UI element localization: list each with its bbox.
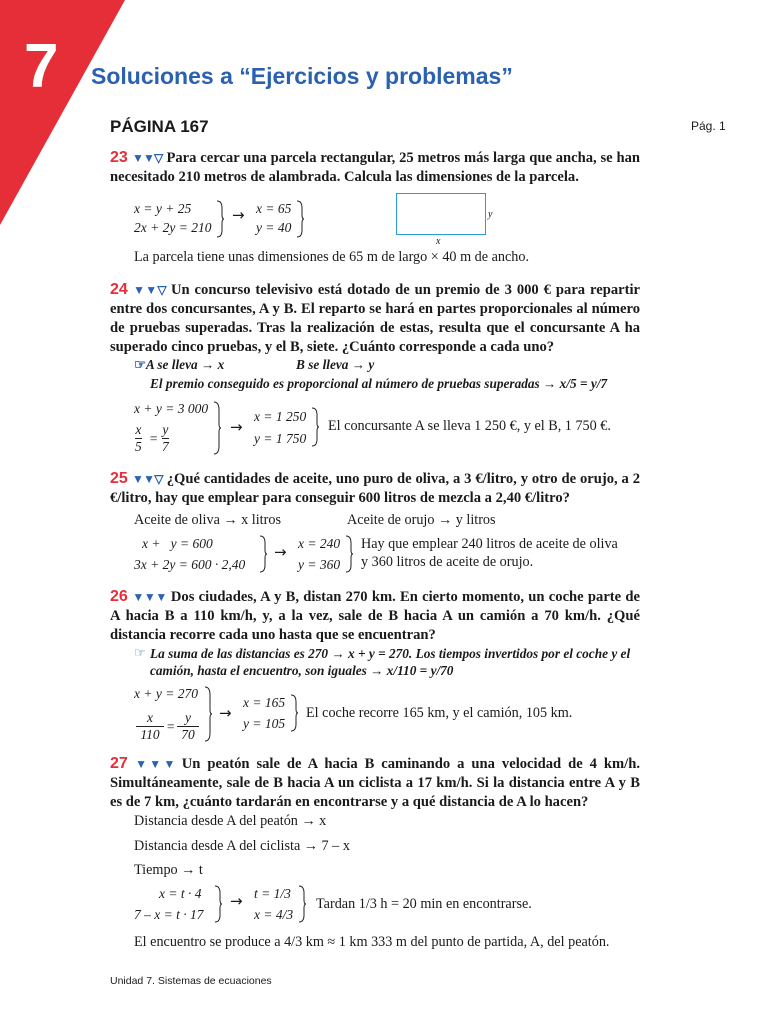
equation: x + y = 600 bbox=[142, 536, 213, 551]
right-brace bbox=[298, 885, 306, 923]
fraction: x 5 bbox=[135, 422, 142, 454]
solution: x = 4/3 bbox=[254, 907, 294, 922]
figure-label-y: y bbox=[488, 209, 493, 220]
fraction: y 7 bbox=[162, 422, 169, 454]
problem-27-statement bbox=[110, 754, 640, 812]
solution: y = 105 bbox=[243, 716, 286, 731]
problem-number: 27 bbox=[110, 755, 128, 772]
equation: 3x + 2y = 600 · 2,40 bbox=[134, 557, 246, 572]
footer-unit-label: Unidad 7. Sistemas de ecuaciones bbox=[110, 975, 272, 987]
answer: Hay que emplear 240 litros de aceite de oliva bbox=[361, 536, 618, 552]
pointing-hand-icon: ☞ bbox=[134, 645, 146, 660]
parcel-rectangle-figure bbox=[396, 193, 486, 235]
arrow-icon: → bbox=[274, 543, 287, 561]
difficulty-triangles-icon: ▼▼▼ bbox=[131, 757, 178, 771]
solution: y = 360 bbox=[298, 557, 341, 572]
problem-26-statement bbox=[110, 587, 640, 645]
answer: El coche recorre 165 km, y el camión, 105 km. bbox=[306, 705, 573, 721]
equals-sign: = bbox=[166, 719, 176, 734]
difficulty-triangles-icon: ▼▼▼ bbox=[131, 590, 167, 604]
arrow-icon: → bbox=[230, 892, 243, 910]
problem-number: 23 bbox=[110, 149, 128, 166]
solution: t = 1/3 bbox=[254, 886, 291, 901]
fraction: x 110 bbox=[136, 711, 164, 742]
problem-number: 25 bbox=[110, 470, 128, 487]
arrow-icon: → bbox=[230, 418, 243, 436]
right-brace bbox=[214, 885, 222, 923]
right-brace bbox=[290, 694, 298, 732]
chapter-corner-tab bbox=[0, 0, 125, 225]
problem-text: Dos ciudades, A y B, distan 270 km. En cierto momento, un coche parte de A hacia B a 110 km/h, y, a la vez, sale de B hacia A un camión a 70 km/h. ¿Qué distancia recorre cada uno hasta que se encuentran? bbox=[110, 589, 640, 643]
equation: x + y = 3 000 bbox=[134, 401, 209, 416]
solution: x = 240 bbox=[298, 536, 341, 551]
problem-text: Para cercar una parcela rectangular, 25 metros más larga que ancha, se han necesitado 210 metros de alambrada. Calcula las dimensiones de la parcela. bbox=[110, 150, 641, 185]
right-brace bbox=[213, 401, 221, 455]
variable-definition: Distancia desde A del peatón → x bbox=[134, 813, 327, 829]
hint-line: El premio conseguido es proporcional al número de pruebas superadas → x/5 = y/7 bbox=[150, 376, 608, 391]
final-answer: El encuentro se produce a 4/3 km ≈ 1 km 333 m del punto de partida, A, del peatón. bbox=[134, 934, 610, 950]
variable-definition: Tiempo → t bbox=[134, 862, 203, 878]
right-brace bbox=[216, 200, 224, 238]
difficulty-triangles-icon: ▼▼▽ bbox=[131, 283, 167, 297]
hint-text: La suma de las distancias es 270 → x + y = 270. Los tiempos invertidos por el coche y el camión, hasta el encuentro, son iguales → x/110 = y/70 bbox=[150, 646, 631, 678]
problem-24-statement bbox=[110, 280, 640, 357]
arrow-icon: → bbox=[232, 206, 245, 224]
variable-definition: Aceite de orujo → y litros bbox=[347, 512, 496, 528]
solution: y = 1 750 bbox=[254, 431, 307, 446]
difficulty-triangles-icon: ▼▼▽ bbox=[131, 151, 163, 165]
solution: x = 165 bbox=[243, 695, 286, 710]
answer: Tardan 1/3 h = 20 min en encontrarse. bbox=[316, 896, 532, 912]
problem-text: Un concurso televisivo está dotado de un premio de 3 000 € para repartir entre dos concursantes, A y B. El reparto se hará en partes proporcionales al número de pruebas superadas. Tras la realización de estas, resulta que el concursante A ha superado cinco pruebas, y el B, siete. ¿Cuánto corresponde a cada uno? bbox=[110, 282, 641, 355]
problem-text: Un peatón sale de A hacia B caminando a una velocidad de 4 km/h. Simultáneamente, sale de B hacia A un ciclista a 17 km/h. Si la distancia entre A y B es de 7 km, ¿cuánto tardarán en encontrarse y a qué distancia de A lo hacen? bbox=[110, 756, 640, 810]
equation: x = y + 25 bbox=[134, 201, 192, 216]
solution: y = 40 bbox=[256, 220, 292, 235]
problem-number: 24 bbox=[110, 281, 128, 298]
equation: x = t · 4 bbox=[159, 886, 202, 901]
arrow-icon: → bbox=[219, 704, 232, 722]
equals-sign: = bbox=[149, 431, 159, 446]
pointing-hand-icon: ☞ bbox=[134, 357, 146, 372]
answer: y 360 litros de aceite de orujo. bbox=[361, 554, 534, 570]
solution: x = 65 bbox=[256, 201, 292, 216]
variable-definition: Distancia desde A del ciclista → 7 – x bbox=[134, 838, 350, 854]
equation: x + y = 270 bbox=[134, 686, 198, 701]
problem-text: ¿Qué cantidades de aceite, uno puro de oliva, a 3 €/litro, y otro de orujo, a 2 €/litro, hay que emplear para conseguir 600 litros de mezcla a 2,40 €/litro? bbox=[110, 471, 641, 506]
fraction: y 70 bbox=[177, 711, 199, 742]
figure-label-x: x bbox=[436, 236, 441, 247]
equation: 2x + 2y = 210 bbox=[134, 220, 212, 235]
page-number: Pág. 1 bbox=[691, 119, 726, 133]
chapter-number: 7 bbox=[24, 32, 59, 101]
right-brace bbox=[204, 686, 212, 742]
problem-25-statement bbox=[110, 469, 640, 508]
problem-number: 26 bbox=[110, 588, 128, 605]
answer: El concursante A se lleva 1 250 €, y el B, 1 750 €. bbox=[328, 418, 611, 434]
right-brace bbox=[296, 200, 304, 238]
right-brace bbox=[259, 535, 267, 573]
solution: x = 1 250 bbox=[254, 409, 307, 424]
section-heading: PÁGINA 167 bbox=[110, 117, 209, 136]
equation: 7 – x = t · 17 bbox=[134, 907, 204, 922]
variable-definition: Aceite de oliva → x litros bbox=[134, 512, 281, 528]
hint-line: ☞A se lleva → x bbox=[134, 357, 225, 372]
answer: La parcela tiene unas dimensiones de 65 m de largo × 40 m de ancho. bbox=[134, 249, 530, 265]
hint-line: B se lleva → y bbox=[296, 357, 375, 372]
right-brace bbox=[311, 407, 319, 447]
problem-23-statement bbox=[110, 148, 640, 187]
right-brace bbox=[345, 535, 353, 573]
difficulty-triangles-icon: ▼▼▽ bbox=[131, 472, 163, 486]
page-title: Soluciones a “Ejercicios y problemas” bbox=[91, 63, 513, 89]
